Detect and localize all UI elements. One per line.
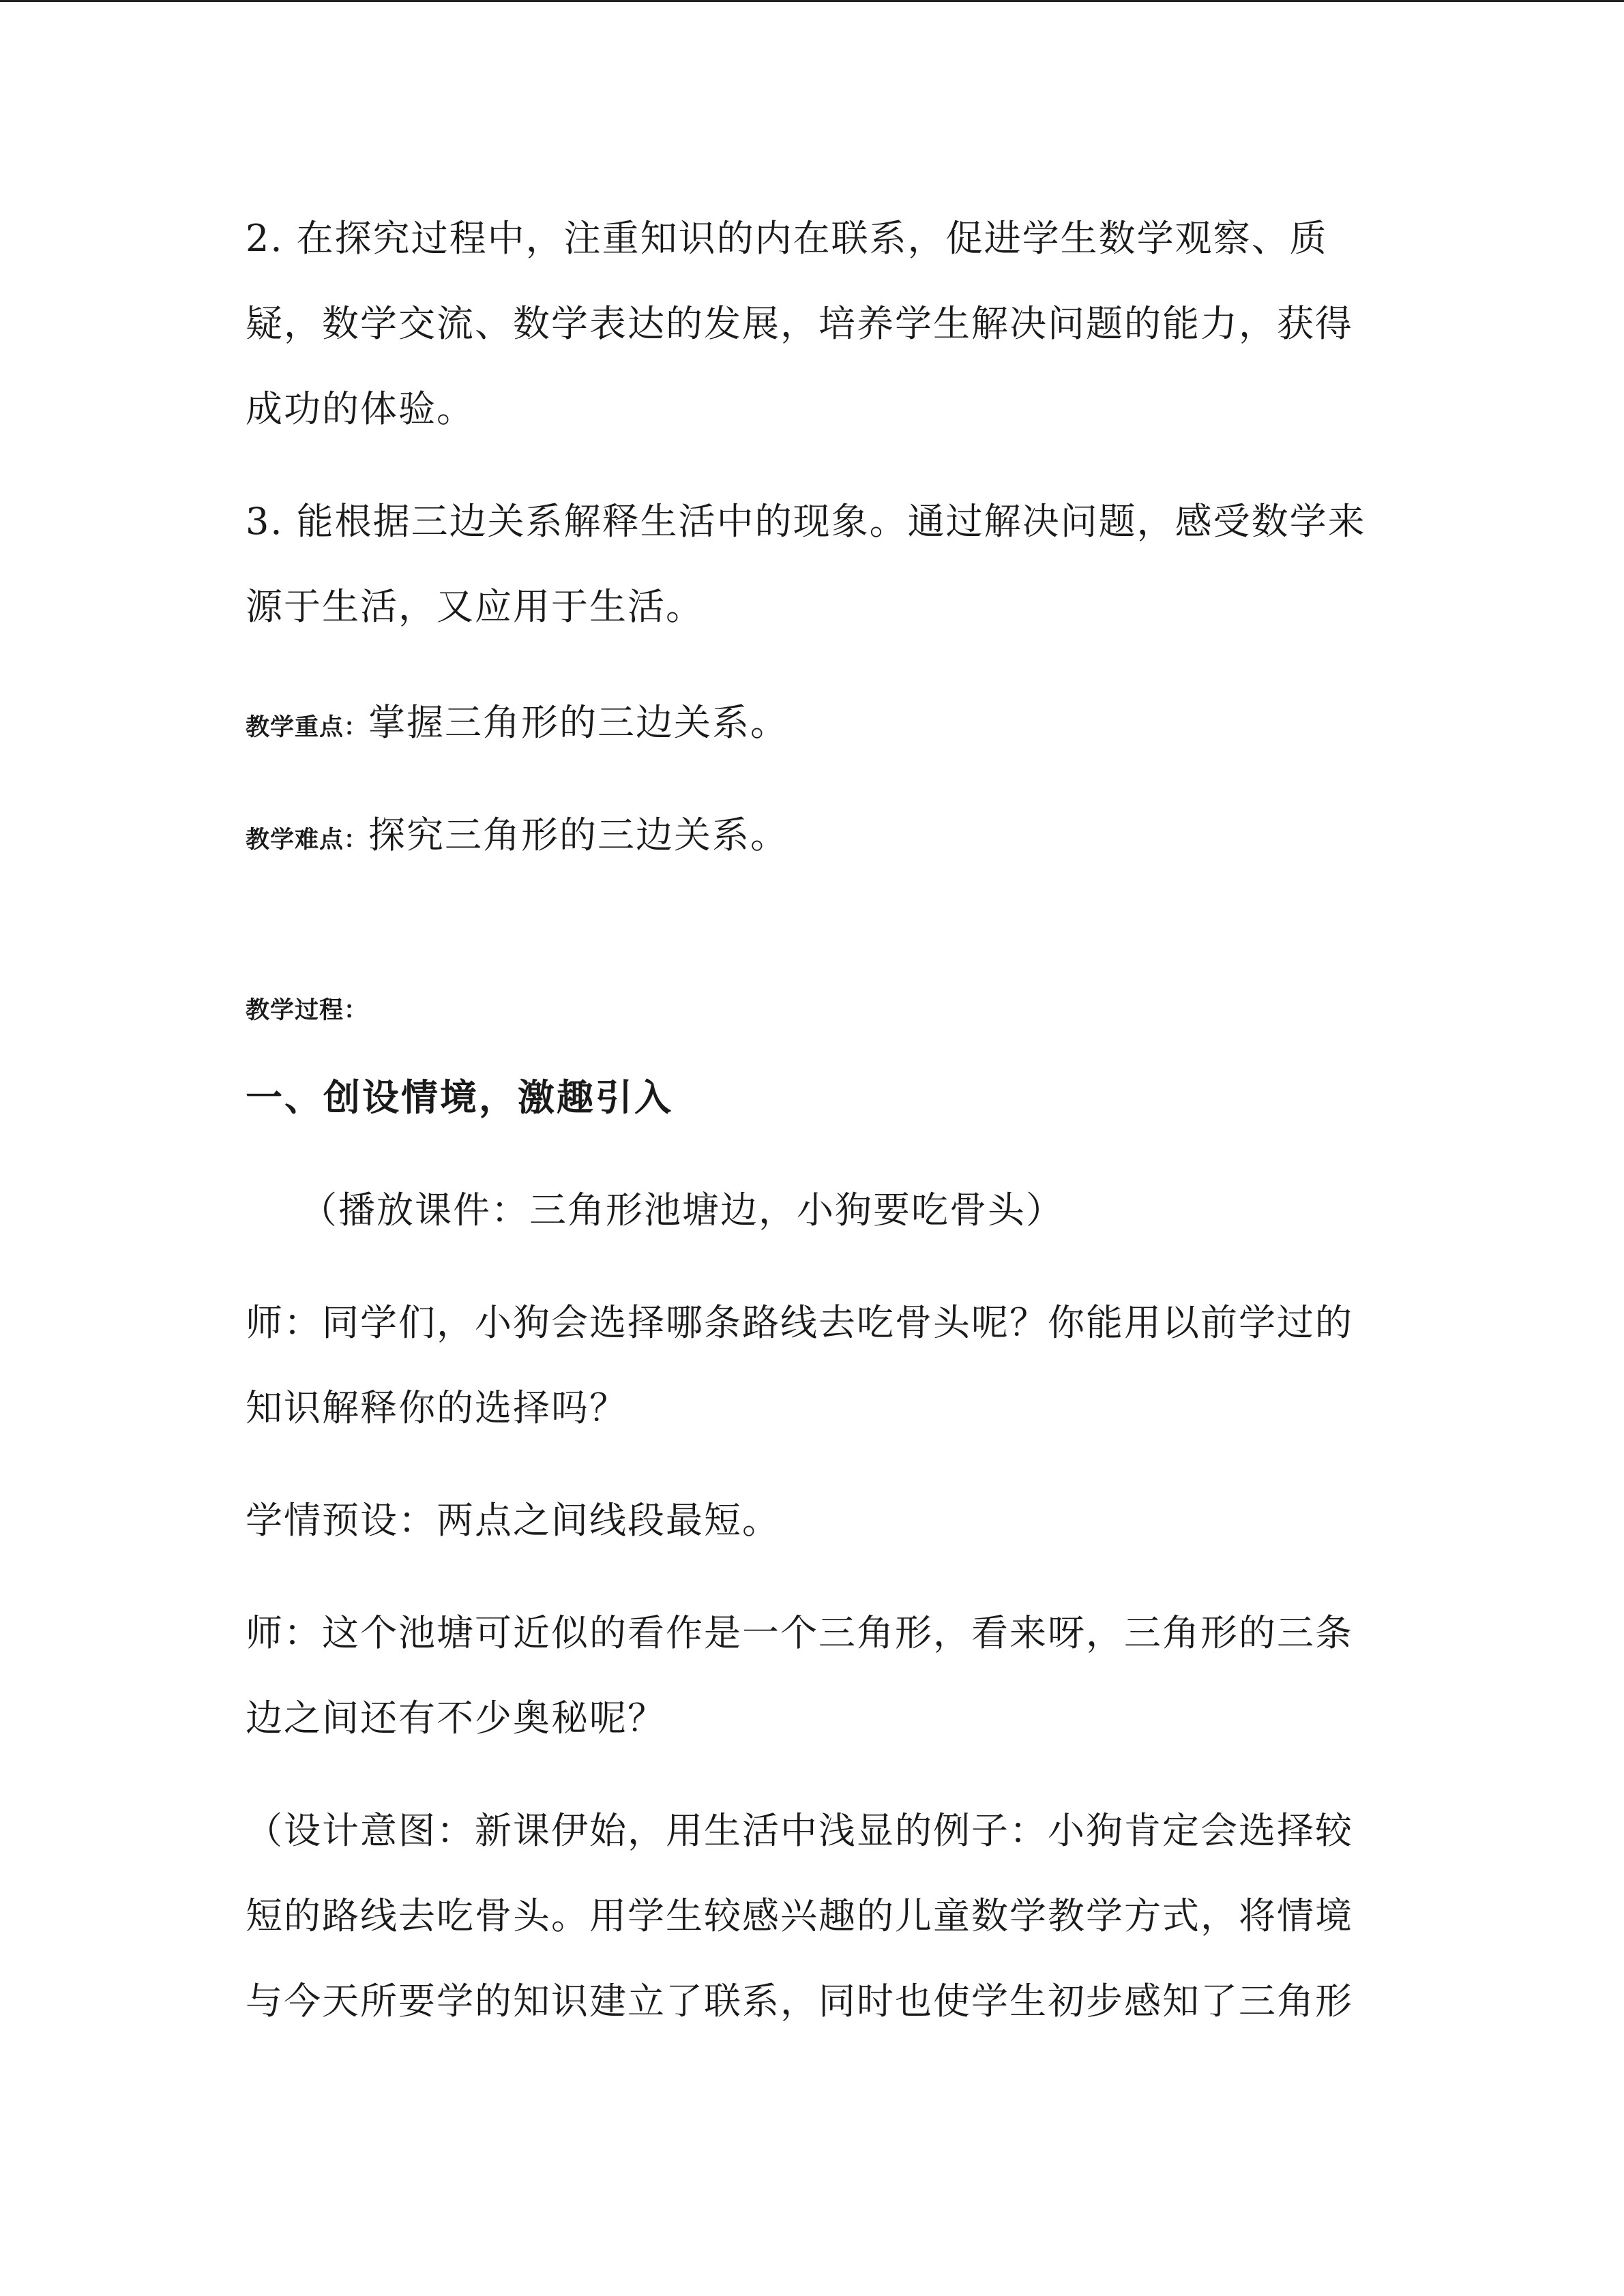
key-point-text: 掌握三角形的三边关系。 — [368, 701, 789, 744]
key-point-label: 教学重点： — [246, 714, 369, 741]
objective-2-line-3: 成功的体验。 — [246, 387, 475, 430]
design-intent-line-2: 短的路线去吃骨头。用学生较感兴趣的儿童数学教学方式，将情境 — [246, 1894, 1353, 1937]
objective-3-line-1: 3. 能根据三边关系解释生活中的现象。通过解决问题，感受数学来 — [246, 500, 1366, 543]
difficult-point-paragraph — [246, 815, 788, 861]
page-top-border — [0, 0, 1624, 2]
difficult-point-text: 探究三角形的三边关系。 — [368, 814, 789, 856]
key-point-paragraph — [246, 702, 788, 748]
process-label: 教学过程： — [246, 997, 369, 1024]
teacher-question-2-line-2: 边之间还有不少奥秘呢？ — [246, 1697, 666, 1740]
courseware-note: （播放课件：三角形池塘边，小狗要吃骨头） — [300, 1189, 1064, 1232]
teacher-question-2-line-1: 师：这个池塘可近似的看作是一个三角形，看来呀，三角形的三条 — [246, 1611, 1353, 1654]
objective-2-line-2: 疑，数学交流、数学表达的发展，培养学生解决问题的能力，获得 — [246, 302, 1353, 345]
objective-2-line-1: 2. 在探究过程中，注重知识的内在联系，促进学生数学观察、质 — [246, 217, 1328, 260]
objective-3-line-2: 源于生活，又应用于生活。 — [246, 585, 704, 628]
design-intent-line-3: 与今天所要学的知识建立了联系，同时也使学生初步感知了三角形 — [246, 1980, 1353, 2023]
teacher-question-1-line-2: 知识解释你的选择吗？ — [246, 1386, 628, 1429]
design-intent-line-1: （设计意图：新课伊始，用生活中浅显的例子：小狗肯定会选择较 — [246, 1809, 1353, 1852]
teacher-question-1-line-1: 师：同学们，小狗会选择哪条路线去吃骨头呢？你能用以前学过的 — [246, 1301, 1353, 1344]
student-preset: 学情预设：两点之间线段最短。 — [246, 1499, 780, 1542]
difficult-point-label: 教学难点： — [246, 826, 369, 854]
process-paragraph — [246, 985, 368, 1031]
section-1-heading: 一、创设情境，激趣引入 — [246, 1076, 673, 1119]
